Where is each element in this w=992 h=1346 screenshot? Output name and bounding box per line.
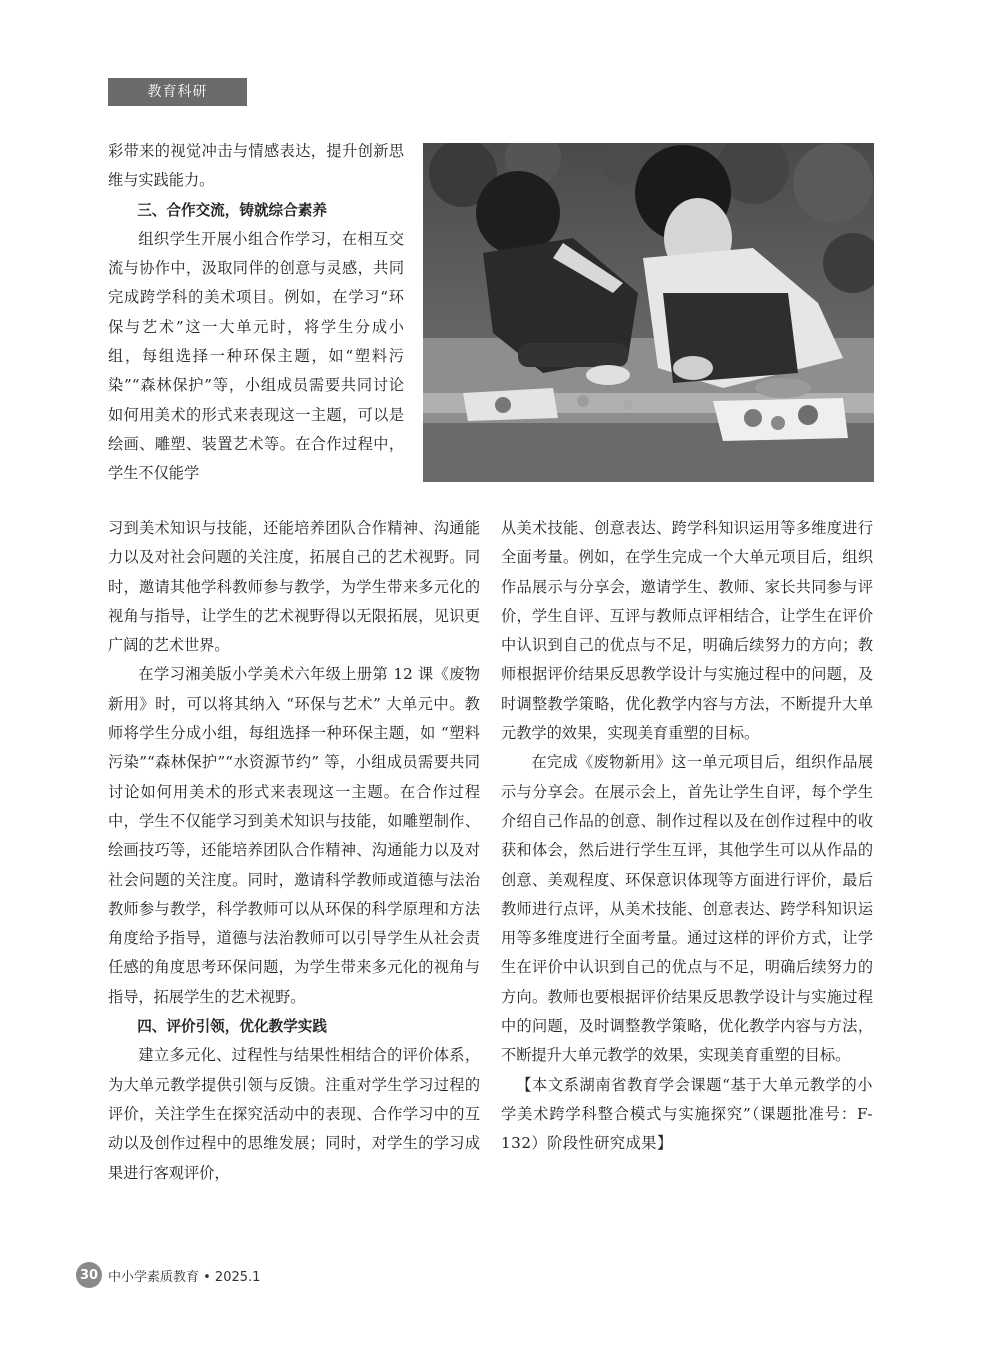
article-photo [423,143,874,482]
section-tag: 教育科研 [108,78,247,106]
left-column [108,514,480,1188]
journal-info: 中小学素质教育 • 2025.1 [108,1269,261,1285]
section-heading-3: 三、合作交流，铸就综合素养 [137,201,327,219]
photo-children-leaf-art [423,143,874,482]
paragraph: 建立多元化、过程性与结果性相结合的评价体系，为大单元教学提供引领与反馈。注重对学生学习过程的评价，关注学生在探究活动中的表现、合作学习中的互动以及创作过程中的思维发展；同时，对学生的学习成果进行客观评价， [108,1046,480,1182]
paragraph: 在学习湘美版小学美术六年级上册第 12 课《废物新用》时，可以将其纳入 “环保与艺术” 大单元中。教师将学生分成小组，每组选择一种环保主题，如 “塑料污染”“森林保护”“水资源节约” 等，小组成员需要共同讨论如何用美术的形式来表现这一主题。在合作过程中，学生不仅能学习到美术知识与技能，如雕塑制作、绘画技巧等，还能培养团队合作精神、沟通能力以及对社会问题的关注度。同时，邀请科学教师或道德与法治教师参与教学，科学教师可以从环保的科学原理和方法角度给予指导，道德与法治教师可以引导学生从社会责任感的角度思考环保问题，为学生带来多元化的视角与指导，拓展学生的艺术视野。 [108,665,480,1006]
page-number: 30 [76,1262,102,1288]
paragraph: 在完成《废物新用》这一单元项目后，组织作品展示与分享会。在展示会上，首先让学生自评，每个学生介绍自己作品的创意、制作过程以及在创作过程中的收获和体会，然后进行学生互评，其他学生可以从作品的创意、美观程度、环保意识体现等方面进行评价，最后教师进行点评，从美术技能、创意表达、跨学科知识运用等多维度进行全面考量。通过这样的评价方式，让学生在评价中认识到自己的优点与不足，明确后续努力的方向。教师也要根据评价结果反思教学设计与实施过程中的问题，及时调整教学策略，优化教学内容与方法，不断提升大单元教学的效果，实现美育重塑的目标。 [501,753,873,1065]
section-heading-4: 四、评价引领，优化教学实践 [137,1018,327,1036]
paragraph-continuation: 从美术技能、创意表达、跨学科知识运用等多维度进行全面考量。例如，在学生完成一个大单元项目后，组织作品展示与分享会，邀请学生、教师、家长共同参与评价，学生自评、互评与教师点评相结合，让学生在评价中认识到自己的优点与不足，明确后续努力的方向；教师根据评价结果反思教学设计与实施过程中的问题，及时调整教学策略，优化教学内容与方法，不断提升大单元教学的效果，实现美育重塑的目标。 [501,519,873,743]
page-footer [76,1262,260,1288]
paragraph-continuation: 习到美术知识与技能，还能培养团队合作精神、沟通能力以及对社会问题的关注度，拓展自己的艺术视野。同时，邀请其他学科教师参与教学，为学生带来多元化的视角与指导，让学生的艺术视野得以无限拓展，见识更广阔的艺术世界。 [108,519,480,655]
top-column [108,137,404,489]
funding-note: 【本文系湖南省教育学会课题“基于大单元教学的小学美术跨学科整合模式与实施探究”（课题批准号：F-132）阶段性研究成果】 [501,1075,873,1153]
paragraph-continuation: 彩带来的视觉冲击与情感表达，提升创新思维与实践能力。 [108,142,404,190]
right-column [501,514,873,1159]
paragraph: 组织学生开展小组合作学习，在相互交流与协作中，汲取同伴的创意与灵感，共同完成跨学科的美术项目。例如，在学习“环保与艺术”这一大单元时，将学生分成小组，每组选择一种环保主题，如“塑料污染”“森林保护”等，小组成员需要共同讨论如何用美术的形式来表现这一主题，可以是绘画、雕塑、装置艺术等。在合作过程中，学生不仅能学 [108,229,404,483]
